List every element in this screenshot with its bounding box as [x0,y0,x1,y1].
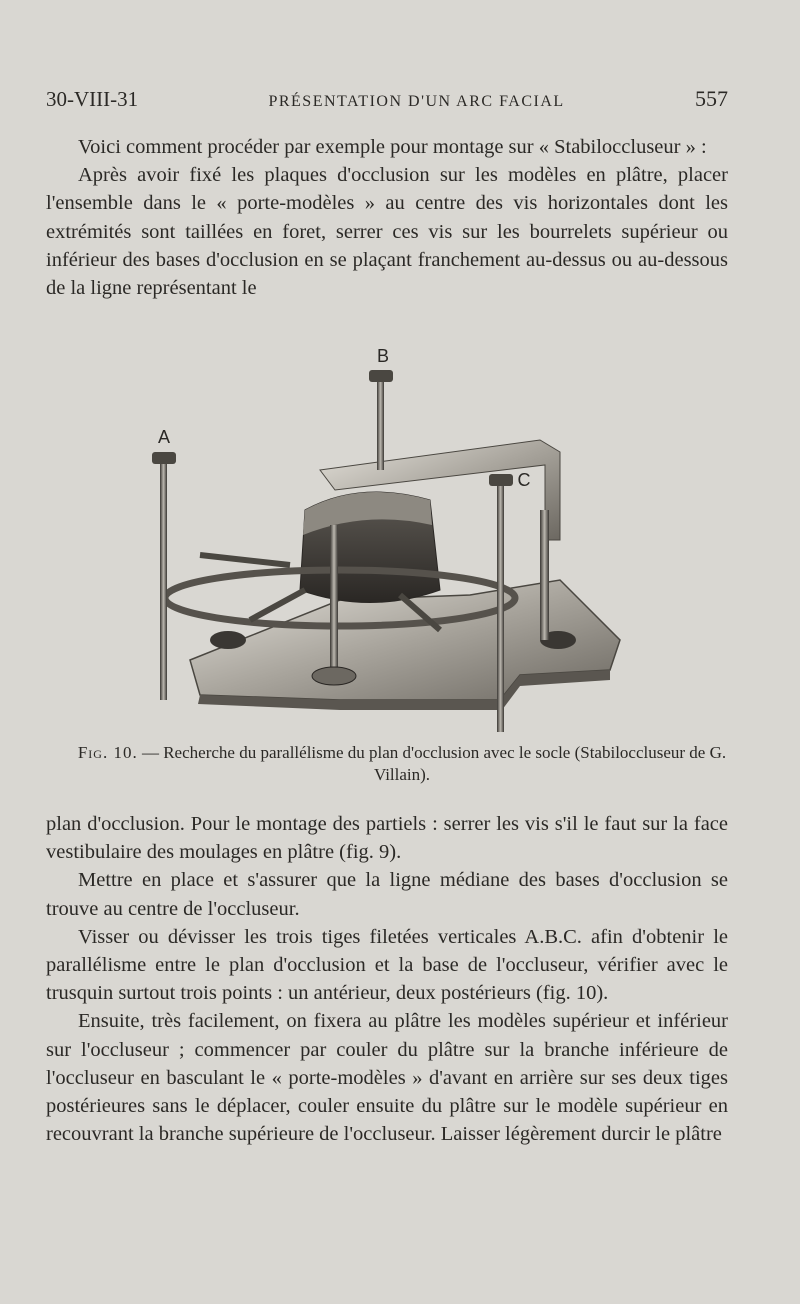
label-b: B [376,346,390,366]
paragraph: Voici comment procéder par exemple pour montage sur « Stabiloccluseur » : [78,136,707,158]
header-title: PRÉSENTATION D'UN ARC FACIAL [268,93,565,110]
paragraph: Après avoir fixé les plaques d'occlusion sur les modèles en plâtre, placer l'ensemble dans le « porte-modèles » au centre des vis horizontales dont les extrémités sont taillées en foret, serrer ces vis sur les bourrelets supérieur ou inférieur des bases d'occlusion en se plaçant franchement au-dessus ou au-dessous de la ligne représentant le [46,164,728,300]
figure-illustration [140,340,640,740]
body-text-bottom [46,810,728,1148]
caption-label: Fig. 10. [77,743,138,762]
body-text-top [46,133,728,302]
page-number: 557 [694,86,728,111]
figure-caption [62,742,742,786]
paragraph: plan d'occlusion. Pour le montage des partiels : serrer les vis s'il le faut sur la face vestibulaire des moulages en plâtre (fig. 9). [46,813,728,864]
label-a: A [157,427,171,447]
running-head [46,86,728,112]
header-date: 30-VIII-31 [46,87,139,111]
label-c: C [517,470,531,490]
paragraph: Mettre en place et s'assurer que la ligne médiane des bases d'occlusion se trouve au centre de l'occluseur. [46,869,728,920]
stabiloccluseur-illustration [140,340,640,740]
caption-text: Recherche du parallélisme du plan d'occlusion avec le socle (Stabiloccluseur de G. Villain). [163,743,727,784]
paragraph: Ensuite, très facilement, on fixera au plâtre les modèles supérieur et inférieur sur l'occluseur ; commencer par couler du plâtre sur la branche inférieure de l'occluseur en basculant le « porte-modèles » d'avant en arrière sur ses deux tiges postérieures sans le déplacer, couler ensuite du plâtre sur le modèle supérieur en recouvrant la branche supérieure de l'occluseur. Laisser légèrement durcir le plâtre [46,1010,728,1146]
caption-dash: — [141,743,159,762]
paragraph: Visser ou dévisser les trois tiges filetées verticales A.B.C. afin d'obtenir le parallélisme entre le plan d'occlusion et la base de l'occluseur, vérifier avec le trusquin surtout trois points : un antérieur, deux postérieurs (fig. 10). [46,925,728,1005]
